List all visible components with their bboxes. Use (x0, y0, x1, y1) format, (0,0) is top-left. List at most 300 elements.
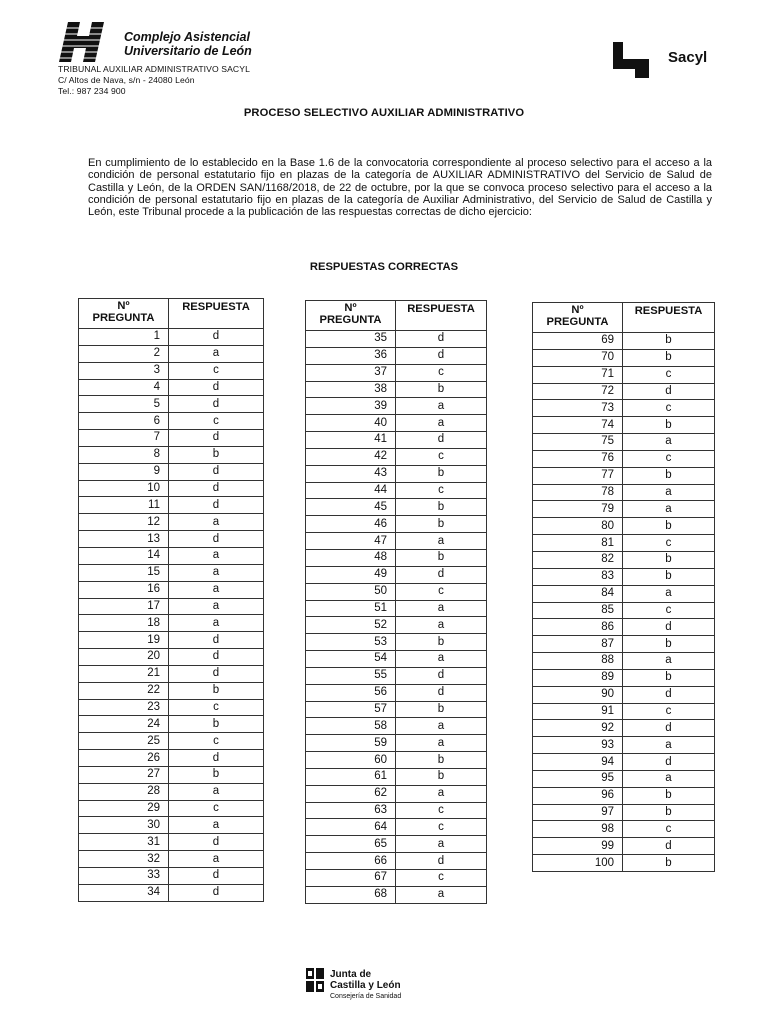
correct-answer: c (623, 602, 715, 619)
question-number: 91 (533, 703, 623, 720)
table-row (533, 636, 715, 653)
answers-table-body (79, 329, 264, 902)
table-row (306, 802, 487, 819)
question-number: 64 (306, 819, 396, 836)
correct-answer: a (169, 581, 264, 598)
answers-table-2 (305, 300, 487, 904)
tribunal-name: TRIBUNAL AUXILIAR ADMINISTRATIVO SACYL (58, 64, 250, 74)
correct-answer: b (169, 766, 264, 783)
correct-answer: a (169, 547, 264, 564)
table-row (533, 770, 715, 787)
table-row (533, 855, 715, 872)
table-row (79, 480, 264, 497)
question-number: 51 (306, 600, 396, 617)
table-row (306, 886, 487, 903)
correct-answer: a (623, 434, 715, 451)
table-row (79, 329, 264, 346)
correct-answer: d (623, 619, 715, 636)
table-row (79, 564, 264, 581)
correct-answer: a (396, 600, 487, 617)
question-number: 17 (79, 598, 169, 615)
correct-answer: d (396, 684, 487, 701)
table-row (533, 653, 715, 670)
question-number: 50 (306, 583, 396, 600)
table-row (306, 718, 487, 735)
correct-answer: c (623, 821, 715, 838)
question-number: 81 (533, 535, 623, 552)
table-row (533, 501, 715, 518)
table-row (533, 333, 715, 350)
question-number: 20 (79, 649, 169, 666)
address: C/ Altos de Nava, s/n - 24080 León (58, 75, 195, 85)
header-question-number (306, 301, 396, 331)
org-name (124, 30, 252, 58)
correct-answer: c (396, 583, 487, 600)
table-row (79, 851, 264, 868)
table-row (306, 768, 487, 785)
correct-answer: b (396, 465, 487, 482)
sacyl-logo-icon (612, 42, 650, 78)
correct-answer: b (396, 516, 487, 533)
table-row (306, 364, 487, 381)
question-number: 31 (79, 834, 169, 851)
correct-answer: a (623, 653, 715, 670)
question-number: 54 (306, 651, 396, 668)
table-row (533, 585, 715, 602)
question-number: 28 (79, 783, 169, 800)
table-row (79, 531, 264, 548)
correct-answer: d (169, 665, 264, 682)
table-row (79, 463, 264, 480)
correct-answer: b (623, 417, 715, 434)
table-row (79, 884, 264, 901)
correct-answer: d (169, 497, 264, 514)
table-row (533, 686, 715, 703)
question-number: 6 (79, 413, 169, 430)
question-number: 30 (79, 817, 169, 834)
footer-department: Consejería de Sanidad (330, 993, 402, 1000)
question-number: 78 (533, 484, 623, 501)
table-row (79, 581, 264, 598)
table-row (306, 684, 487, 701)
question-number: 67 (306, 870, 396, 887)
correct-answer: c (169, 733, 264, 750)
correct-answer: a (623, 585, 715, 602)
correct-answer: d (623, 754, 715, 771)
correct-answer: d (169, 834, 264, 851)
table-row (306, 533, 487, 550)
question-number: 41 (306, 432, 396, 449)
header-num-line1: Nº (117, 300, 130, 312)
table-row (306, 549, 487, 566)
correct-answer: d (396, 667, 487, 684)
question-number: 75 (533, 434, 623, 451)
org-name-line1: Complejo Asistencial (124, 30, 250, 44)
correct-answer: a (169, 598, 264, 615)
table-row (533, 383, 715, 400)
correct-answer: b (396, 752, 487, 769)
correct-answer: a (169, 345, 264, 362)
phone: Tel.: 987 234 900 (58, 86, 126, 96)
correct-answer: d (396, 432, 487, 449)
question-number: 37 (306, 364, 396, 381)
correct-answer: c (396, 819, 487, 836)
table-row (533, 568, 715, 585)
question-number: 22 (79, 682, 169, 699)
correct-answer: d (169, 430, 264, 447)
table-row (79, 716, 264, 733)
table-row (533, 484, 715, 501)
table-row (533, 366, 715, 383)
question-number: 90 (533, 686, 623, 703)
table-row (306, 836, 487, 853)
correct-answer: c (169, 413, 264, 430)
correct-answer: b (396, 499, 487, 516)
header-answer: RESPUESTA (623, 303, 715, 333)
correct-answer: d (396, 566, 487, 583)
correct-answer: a (623, 770, 715, 787)
table-row (533, 754, 715, 771)
correct-answer: d (169, 649, 264, 666)
table-row (533, 400, 715, 417)
table-row (533, 467, 715, 484)
correct-answer: a (396, 415, 487, 432)
table-row (79, 750, 264, 767)
question-number: 69 (533, 333, 623, 350)
correct-answer: d (623, 720, 715, 737)
header-question-number (79, 299, 169, 329)
question-number: 79 (533, 501, 623, 518)
table-row (306, 432, 487, 449)
header-answer: RESPUESTA (396, 301, 487, 331)
question-number: 59 (306, 735, 396, 752)
correct-answer: b (623, 787, 715, 804)
question-number: 65 (306, 836, 396, 853)
table-row (306, 600, 487, 617)
question-number: 52 (306, 617, 396, 634)
correct-answer: c (169, 362, 264, 379)
question-number: 61 (306, 768, 396, 785)
table-row (533, 737, 715, 754)
table-row (306, 331, 487, 348)
question-number: 89 (533, 669, 623, 686)
table-row (79, 446, 264, 463)
table-row (533, 434, 715, 451)
question-number: 9 (79, 463, 169, 480)
correct-answer: b (396, 701, 487, 718)
table-row (306, 785, 487, 802)
question-number: 23 (79, 699, 169, 716)
answers-table-body (306, 331, 487, 904)
correct-answer: c (623, 703, 715, 720)
sacyl-brand: Sacyl (668, 49, 708, 66)
table-row (79, 362, 264, 379)
question-number: 72 (533, 383, 623, 400)
table-row (306, 499, 487, 516)
table-row (533, 821, 715, 838)
table-row (306, 415, 487, 432)
correct-answer: a (396, 836, 487, 853)
table-row (306, 701, 487, 718)
table-row (306, 752, 487, 769)
question-number: 85 (533, 602, 623, 619)
question-number: 62 (306, 785, 396, 802)
correct-answer: d (169, 463, 264, 480)
correct-answer: b (623, 568, 715, 585)
correct-answer: b (623, 467, 715, 484)
correct-answer: a (623, 501, 715, 518)
header-num-line2: PREGUNTA (319, 314, 382, 326)
table-row (533, 535, 715, 552)
correct-answer: d (169, 884, 264, 901)
correct-answer: b (396, 634, 487, 651)
correct-answer: b (623, 518, 715, 535)
question-number: 73 (533, 400, 623, 417)
answers-table-3 (532, 302, 715, 872)
table-row (306, 566, 487, 583)
table-row (79, 379, 264, 396)
correct-answer: a (396, 718, 487, 735)
question-number: 19 (79, 632, 169, 649)
table-row (306, 482, 487, 499)
correct-answer: d (169, 868, 264, 885)
table-row (306, 381, 487, 398)
correct-answer: b (623, 669, 715, 686)
question-number: 49 (306, 566, 396, 583)
table-row (533, 518, 715, 535)
table-row (306, 398, 487, 415)
table-row (306, 819, 487, 836)
table-row (306, 735, 487, 752)
question-number: 93 (533, 737, 623, 754)
correct-answer: b (623, 804, 715, 821)
correct-answer: c (396, 364, 487, 381)
table-row (79, 733, 264, 750)
correct-answer: d (396, 853, 487, 870)
header-num-line1: Nº (571, 304, 584, 316)
question-number: 27 (79, 766, 169, 783)
table-row (306, 465, 487, 482)
correct-answer: b (623, 349, 715, 366)
correct-answer: d (623, 686, 715, 703)
org-name-line2: Universitario de León (124, 44, 252, 58)
table-row (306, 448, 487, 465)
question-number: 5 (79, 396, 169, 413)
correct-answer: d (396, 331, 487, 348)
question-number: 24 (79, 716, 169, 733)
question-number: 68 (306, 886, 396, 903)
table-row (533, 450, 715, 467)
correct-answer: a (396, 533, 487, 550)
table-row (533, 417, 715, 434)
question-number: 35 (306, 331, 396, 348)
correct-answer: d (396, 347, 487, 364)
question-number: 74 (533, 417, 623, 434)
table-row (79, 834, 264, 851)
document-title: PROCESO SELECTIVO AUXILIAR ADMINISTRATIVO (243, 107, 525, 119)
table-row (533, 349, 715, 366)
question-number: 3 (79, 362, 169, 379)
table-row (306, 853, 487, 870)
question-number: 87 (533, 636, 623, 653)
table-row (79, 665, 264, 682)
question-number: 96 (533, 787, 623, 804)
table-row (79, 783, 264, 800)
question-number: 57 (306, 701, 396, 718)
table-row (533, 551, 715, 568)
question-number: 100 (533, 855, 623, 872)
question-number: 76 (533, 450, 623, 467)
question-number: 1 (79, 329, 169, 346)
table-header-row (306, 301, 487, 331)
question-number: 60 (306, 752, 396, 769)
question-number: 80 (533, 518, 623, 535)
question-number: 12 (79, 514, 169, 531)
table-header-row (79, 299, 264, 329)
footer-name-line2: Castilla y León (330, 980, 401, 991)
junta-shield-logo-icon (306, 968, 324, 992)
question-number: 71 (533, 366, 623, 383)
question-number: 56 (306, 684, 396, 701)
question-number: 7 (79, 430, 169, 447)
table-row (533, 669, 715, 686)
correct-answer: d (169, 480, 264, 497)
correct-answer: d (169, 531, 264, 548)
table-row (79, 800, 264, 817)
table-row (79, 868, 264, 885)
correct-answer: c (623, 450, 715, 467)
table-row (79, 396, 264, 413)
question-number: 25 (79, 733, 169, 750)
question-number: 14 (79, 547, 169, 564)
question-number: 70 (533, 349, 623, 366)
question-number: 36 (306, 347, 396, 364)
header-question-number (533, 303, 623, 333)
answers-table-1 (78, 298, 264, 902)
table-row (79, 632, 264, 649)
table-header-row (533, 303, 715, 333)
table-row (533, 602, 715, 619)
table-row (79, 649, 264, 666)
table-row (306, 617, 487, 634)
table-row (79, 413, 264, 430)
correct-answer: c (169, 800, 264, 817)
correct-answer: b (623, 333, 715, 350)
table-row (306, 347, 487, 364)
correct-answer: d (169, 750, 264, 767)
table-row (533, 703, 715, 720)
question-number: 18 (79, 615, 169, 632)
question-number: 38 (306, 381, 396, 398)
correct-answer: c (396, 482, 487, 499)
correct-answer: d (169, 632, 264, 649)
header-answer: RESPUESTA (169, 299, 264, 329)
question-number: 8 (79, 446, 169, 463)
intro-paragraph: En cumplimiento de lo establecido en la Base 1.6 de la convocatoria correspondiente al proceso selectivo para el acceso a la condición de personal estatutario fijo en plazas de la categoría de AUXILIAR ADMINISTRATIVO del Servicio de Salud de Castilla y León, de la ORDEN SAN/1168/2018, de 22 de octubre, por la que se convoca proceso selectivo para el acceso a la condición de personal estatutario fijo en plazas de la categoría de Auxiliar Administrativo, del Servicio de Salud de Castilla y León, este Tribunal procede a la publicación de las respuestas correctas de dicho ejercicio: (88, 157, 712, 219)
correct-answer: a (623, 484, 715, 501)
correct-answer: c (396, 802, 487, 819)
correct-answer: d (623, 838, 715, 855)
header-right (612, 42, 742, 82)
correct-answer: a (169, 514, 264, 531)
question-number: 44 (306, 482, 396, 499)
table-row (533, 838, 715, 855)
correct-answer: b (169, 446, 264, 463)
question-number: 84 (533, 585, 623, 602)
question-number: 42 (306, 448, 396, 465)
correct-answer: d (169, 396, 264, 413)
question-number: 21 (79, 665, 169, 682)
question-number: 13 (79, 531, 169, 548)
correct-answer: a (169, 615, 264, 632)
correct-answer: a (169, 783, 264, 800)
question-number: 58 (306, 718, 396, 735)
table-row (79, 497, 264, 514)
question-number: 47 (306, 533, 396, 550)
question-number: 45 (306, 499, 396, 516)
header-num-line2: PREGUNTA (92, 312, 155, 324)
header-num-line2: PREGUNTA (546, 316, 609, 328)
correct-answer: c (396, 870, 487, 887)
correct-answer: a (169, 817, 264, 834)
question-number: 83 (533, 568, 623, 585)
correct-answer: c (623, 366, 715, 383)
footer-institution (330, 969, 401, 991)
question-number: 95 (533, 770, 623, 787)
correct-answer: d (623, 383, 715, 400)
correct-answer: c (623, 535, 715, 552)
correct-answer: a (396, 735, 487, 752)
section-title: RESPUESTAS CORRECTAS (309, 261, 459, 273)
correct-answer: b (396, 549, 487, 566)
table-row (79, 514, 264, 531)
table-row (533, 720, 715, 737)
question-number: 29 (79, 800, 169, 817)
question-number: 66 (306, 853, 396, 870)
correct-answer: c (396, 448, 487, 465)
correct-answer: b (169, 716, 264, 733)
question-number: 48 (306, 549, 396, 566)
table-row (306, 516, 487, 533)
correct-answer: d (169, 379, 264, 396)
table-row (79, 547, 264, 564)
hospital-cross-logo-icon (58, 22, 108, 62)
question-number: 11 (79, 497, 169, 514)
question-number: 16 (79, 581, 169, 598)
question-number: 86 (533, 619, 623, 636)
question-number: 98 (533, 821, 623, 838)
question-number: 32 (79, 851, 169, 868)
question-number: 92 (533, 720, 623, 737)
table-row (79, 766, 264, 783)
question-number: 4 (79, 379, 169, 396)
correct-answer: a (396, 617, 487, 634)
footer-name-line1: Junta de (330, 969, 372, 980)
correct-answer: b (169, 682, 264, 699)
correct-answer: b (623, 551, 715, 568)
correct-answer: c (169, 699, 264, 716)
question-number: 88 (533, 653, 623, 670)
question-number: 46 (306, 516, 396, 533)
correct-answer: a (396, 886, 487, 903)
question-number: 34 (79, 884, 169, 901)
table-row (306, 870, 487, 887)
org-address-block (58, 64, 250, 97)
question-number: 94 (533, 754, 623, 771)
question-number: 53 (306, 634, 396, 651)
correct-answer: a (169, 851, 264, 868)
question-number: 40 (306, 415, 396, 432)
